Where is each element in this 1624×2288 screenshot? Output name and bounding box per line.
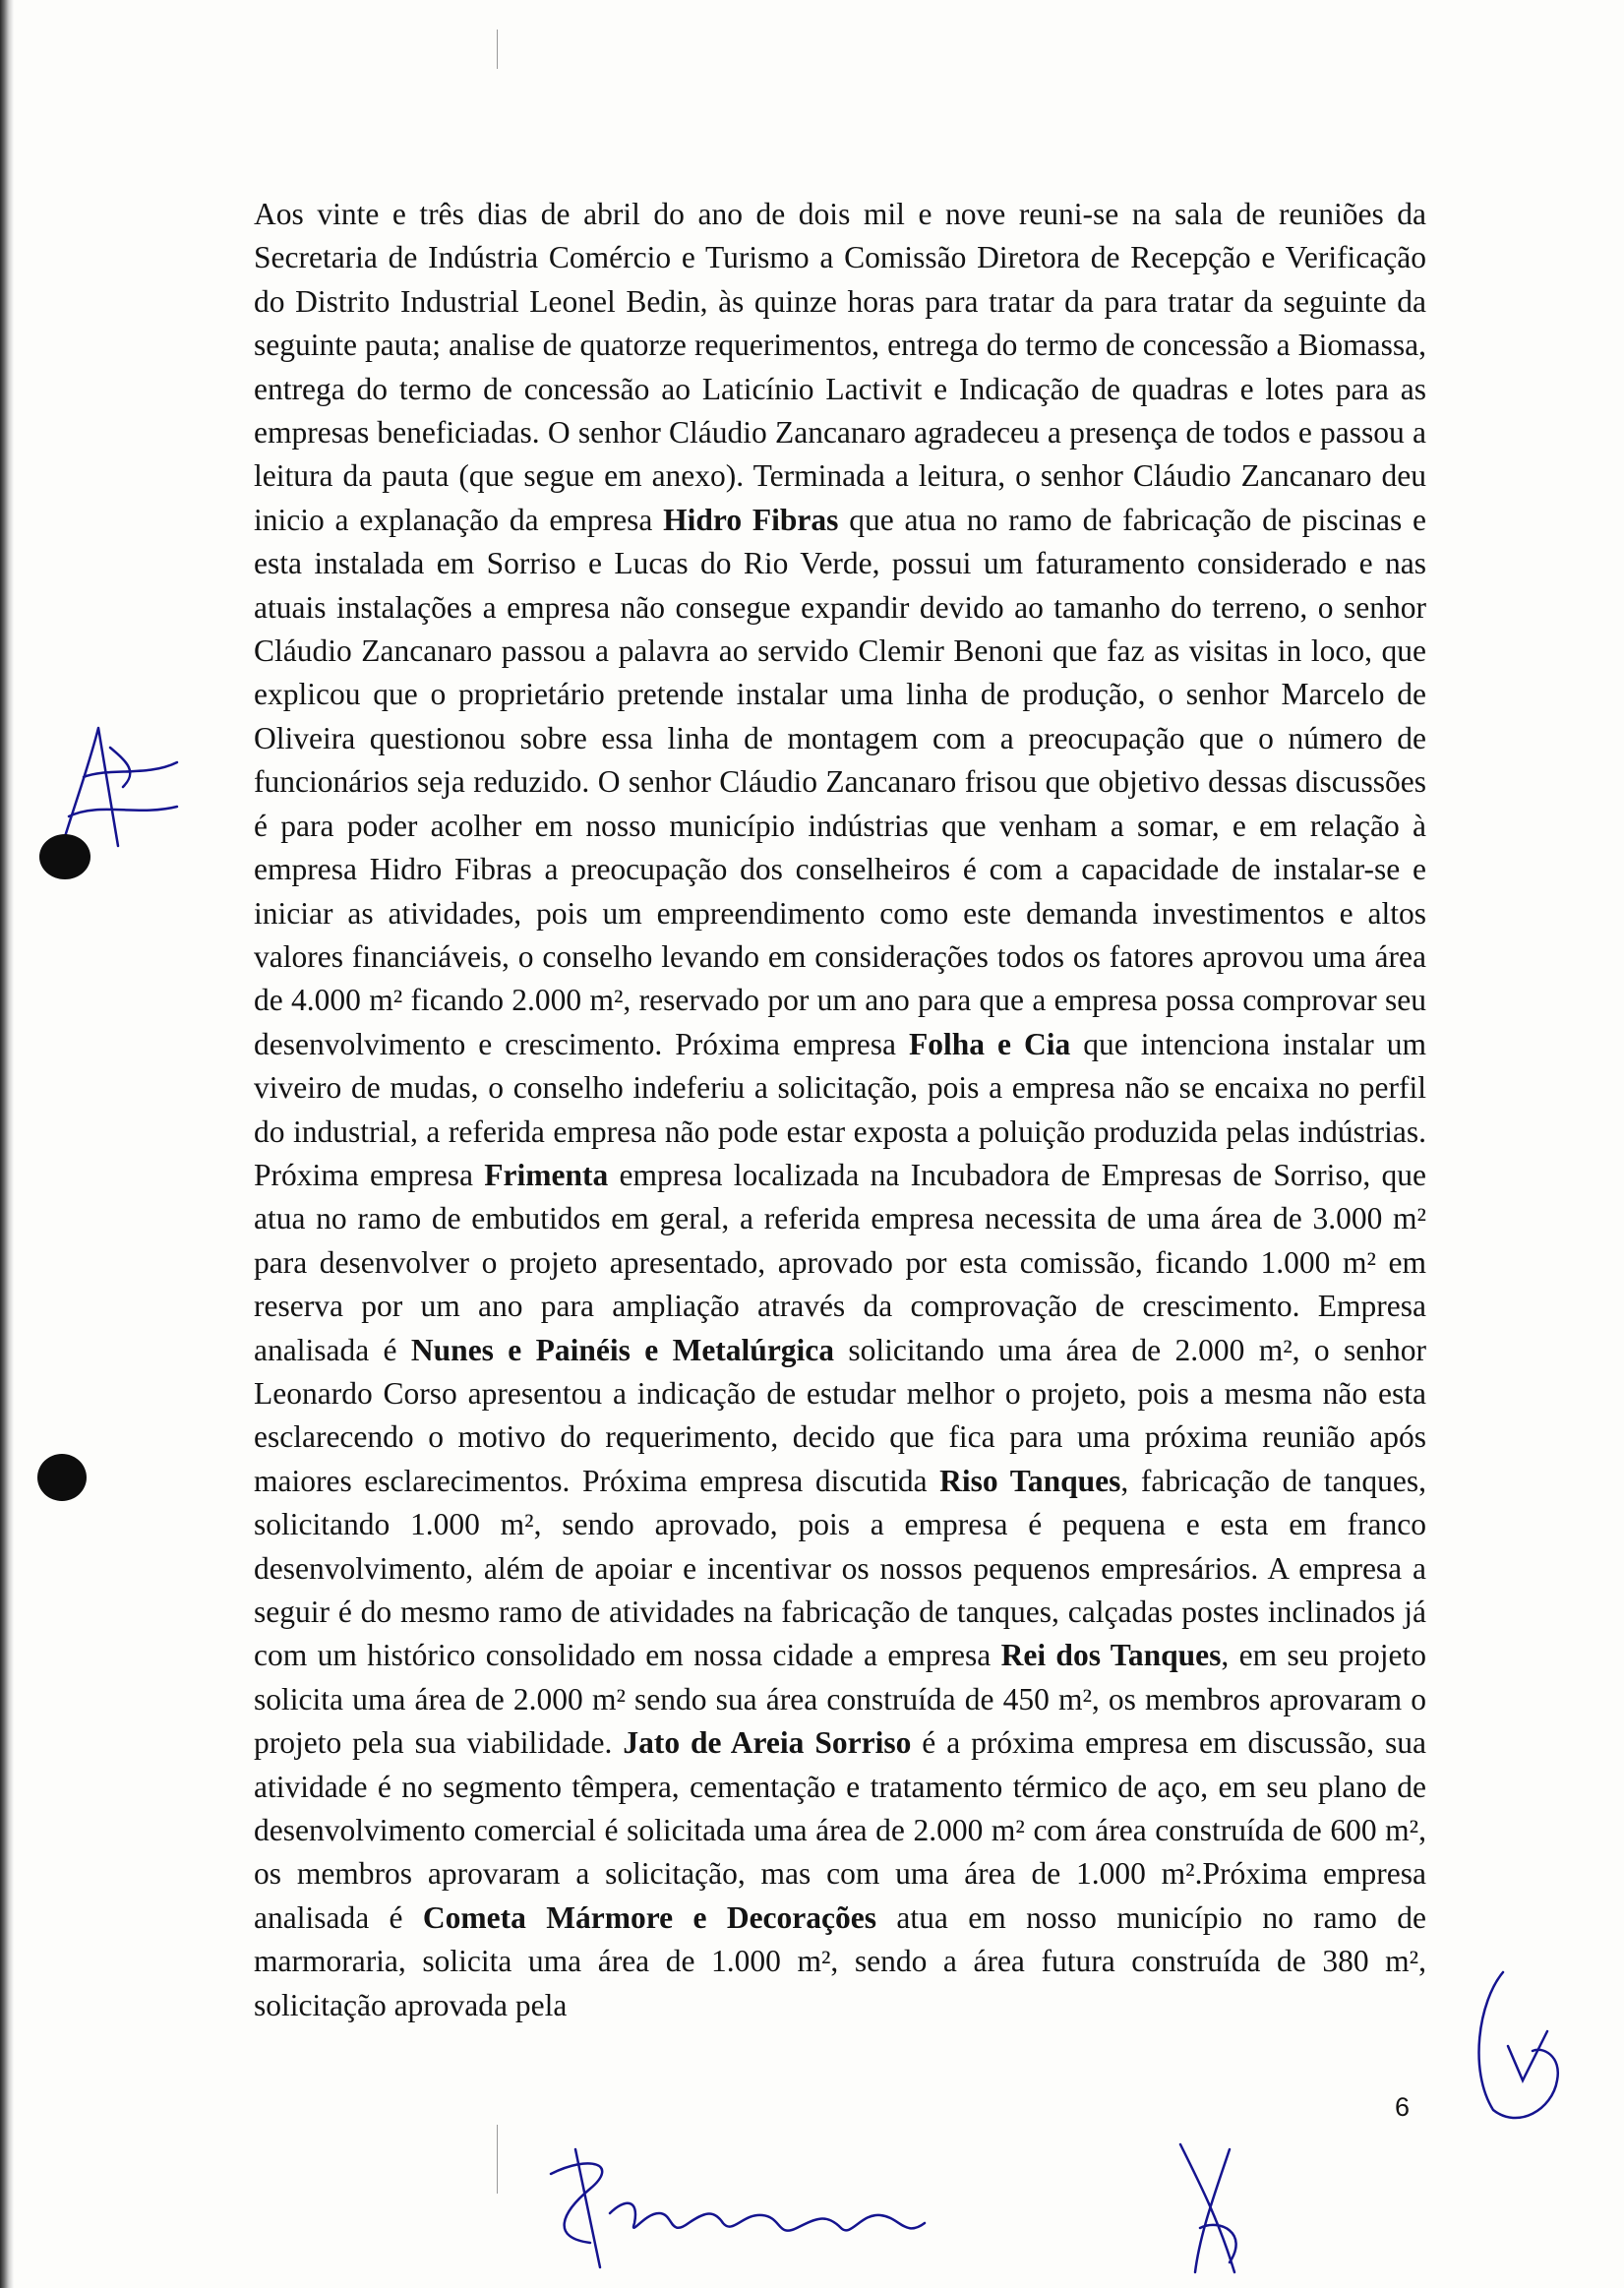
company-name: Frimenta	[484, 1157, 609, 1192]
text-segment: que atua no ramo de fabricação de piscinas e esta instalada em Sorriso e Lucas do Rio Verde, possui um faturamento considerado e nas atuais instalações a empresa não consegue expandir devido ao tamanho do terreno, o senhor Cláudio Zancanaro passou a palavra ao servido Clemir Benoni que faz as visitas in loco, que explicou que o proprietário pretende instalar uma linha de produção, o senhor Marcelo de Oliveira questionou sobre essa linha de montagem com a preocupação que o número de funcionários seja reduzido. O senhor Cláudio Zancanaro frisou que objetivo dessas discussões é para poder acolher em nosso município indústrias que venham a somar, e em relação à empresa Hidro Fibras a preocupação dos conselheiros é com a capacidade de instalar-se e iniciar as atividades, pois um empreendimento como este demanda investimentos e altos valores financiáveis, o conselho levando em considerações todos os fatores aprovou uma área de 4.000 m² ficando 2.000 m², reservado por um ano para que a empresa possa comprovar seu desenvolvimento e crescimento. Próxima empresa	[254, 502, 1426, 1061]
text-segment: Aos vinte e três dias de abril do ano de dois mil e nove reuni-se na sala de reuniões da Secretaria de Indústria Comércio e Turismo a Comissão Diretora de Recepção e Verificação do Distrito Industrial Leonel Bedin, às quinze horas para tratar da para tratar da seguinte da seguinte pauta; analise de quatorze requerimentos, entrega do termo de concessão a Biomassa, entrega do termo de concessão ao Laticínio Lactivit e Indicação de quadras e lotes para as empresas beneficiadas. O senhor Cláudio Zancanaro agradeceu a presença de todos e passou a leitura da pauta (que segue em anexo). Terminada a leitura, o senhor Cláudio Zancanaro deu inicio a explanação da empresa	[254, 197, 1426, 537]
punch-hole	[37, 1454, 87, 1501]
text-segment: que intenciona instalar um viveiro de mudas, o conselho indeferiu a solicitação, pois a empresa não se encaixa no perfil do industrial, a referida empresa não pode estar exposta a poluição produzida pelas indústrias. Próxima empresa	[254, 1026, 1427, 1192]
signature-initials	[1161, 2135, 1269, 2282]
text-segment: , fabricação de tanques, solicitando 1.000 m², sendo aprovado, pois a empresa é pequena e esta em franco desenvolvimento, além de apoiar e incentivar os nossos pequenos empresários. A empresa a seguir é do mesmo ramo de atividades na fabricação de tanques, calçadas postes inclinados já com um histórico consolidado em nossa cidade a empresa	[254, 1463, 1427, 1673]
company-name: Hidro Fibras	[663, 502, 839, 537]
margin-handwritten-mark	[1464, 1962, 1572, 2130]
signature-zancanaro	[531, 2144, 974, 2272]
document-body	[254, 193, 1426, 2027]
punch-hole	[39, 834, 90, 879]
page-number: 6	[1395, 2092, 1411, 2122]
company-name: Folha e Cia	[909, 1026, 1071, 1061]
text-segment: atua em nosso município no ramo de marmoraria, solicita uma área de 1.000 m², sendo a área futura construída de 380 m², solicitação aprovada pela	[254, 1899, 1427, 2022]
text-segment: é a próxima empresa em discussão, sua atividade é no segmento têmpera, cementação e tratamento térmico de aço, em seu plano de desenvolvimento comercial é solicitada uma área de 2.000 m² com área construída de 600 m², os membros aprovaram a solicitação, mas com uma área de 1.000 m².Próxima empresa analisada é	[254, 1725, 1426, 1935]
text-segment: empresa localizada na Incubadora de Empresas de Sorriso, que atua no ramo de embutidos em geral, a referida empresa necessita de uma área de 3.000 m² para desenvolver o projeto apresentado, aprovado por esta comissão, ficando 1.000 m² em reserva por um ano para ampliação através da comprovação de crescimento. Empresa analisada é	[254, 1157, 1426, 1367]
scan-fold-line	[497, 30, 498, 69]
company-name: Cometa Mármore e Decorações	[422, 1899, 876, 1935]
scan-left-edge	[0, 0, 14, 2288]
text-segment: solicitando uma área de 2.000 m², o senhor Leonardo Corso apresentou a indicação de estudar melhor o projeto, pois a mesma não esta esclarecendo o motivo do requerimento, decido que fica para uma próxima reunião após maiores esclarecimentos. Próxima empresa discutida	[254, 1332, 1426, 1498]
company-name: Jato de Areia Sorriso	[623, 1725, 912, 1761]
scan-fold-line	[497, 2125, 498, 2194]
company-name: Nunes e Painéis e Metalúrgica	[410, 1332, 835, 1367]
text-segment: , em seu projeto solicita uma área de 2.000 m² sendo sua área construída de 450 m², os membros aprovaram o projeto pela sua viabilidade.	[254, 1638, 1426, 1761]
company-name: Riso Tanques	[939, 1463, 1121, 1498]
company-name: Rei dos Tanques	[1000, 1638, 1222, 1673]
